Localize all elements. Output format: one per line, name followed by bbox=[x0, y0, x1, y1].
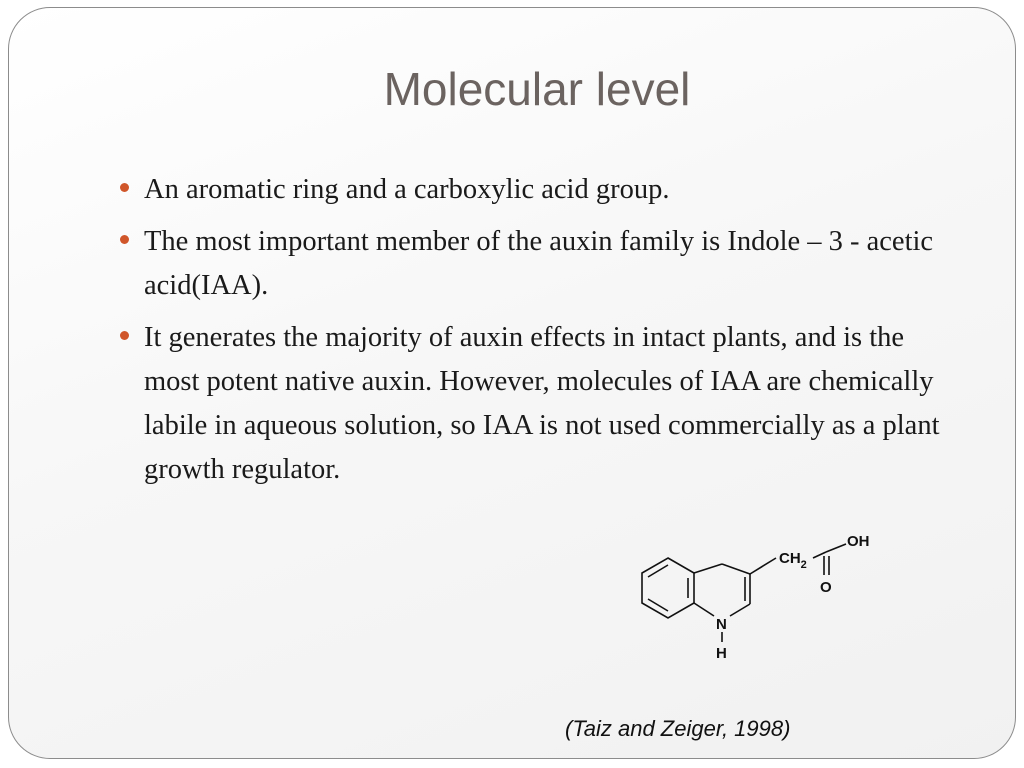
bullet-item bbox=[120, 220, 965, 308]
ch2-label: $CH_2$ bbox=[779, 550, 807, 571]
hydrogen-label: H bbox=[716, 645, 727, 662]
bullet-item bbox=[120, 168, 965, 212]
iaa-structure-diagram bbox=[628, 520, 888, 670]
bullet-text: An aromatic ring and a carboxylic acid group. bbox=[144, 174, 670, 205]
bullet-dot-icon bbox=[120, 235, 129, 244]
slide-title: Molecular level bbox=[383, 63, 691, 115]
oh-label: OH bbox=[847, 533, 870, 550]
carbonyl-o-label: O bbox=[820, 579, 832, 596]
citation: (Taiz and Zeiger, 1998) bbox=[565, 716, 791, 741]
nitrogen-label: N bbox=[716, 616, 727, 633]
bullet-text: The most important member of the auxin family is Indole – 3 - acetic acid(IAA). bbox=[144, 226, 934, 301]
bullet-dot-icon bbox=[120, 331, 129, 340]
bullet-text: It generates the majority of auxin effects in intact plants, and is the most potent native auxin. However, molecules of IAA are chemically labile in aqueous solution, so IAA is not used commercially as a plant growth regulator. bbox=[144, 322, 940, 485]
bullet-dot-icon bbox=[120, 183, 129, 192]
bullet-list bbox=[120, 168, 965, 500]
molecule-bonds bbox=[642, 544, 846, 642]
bullet-item bbox=[120, 316, 965, 492]
